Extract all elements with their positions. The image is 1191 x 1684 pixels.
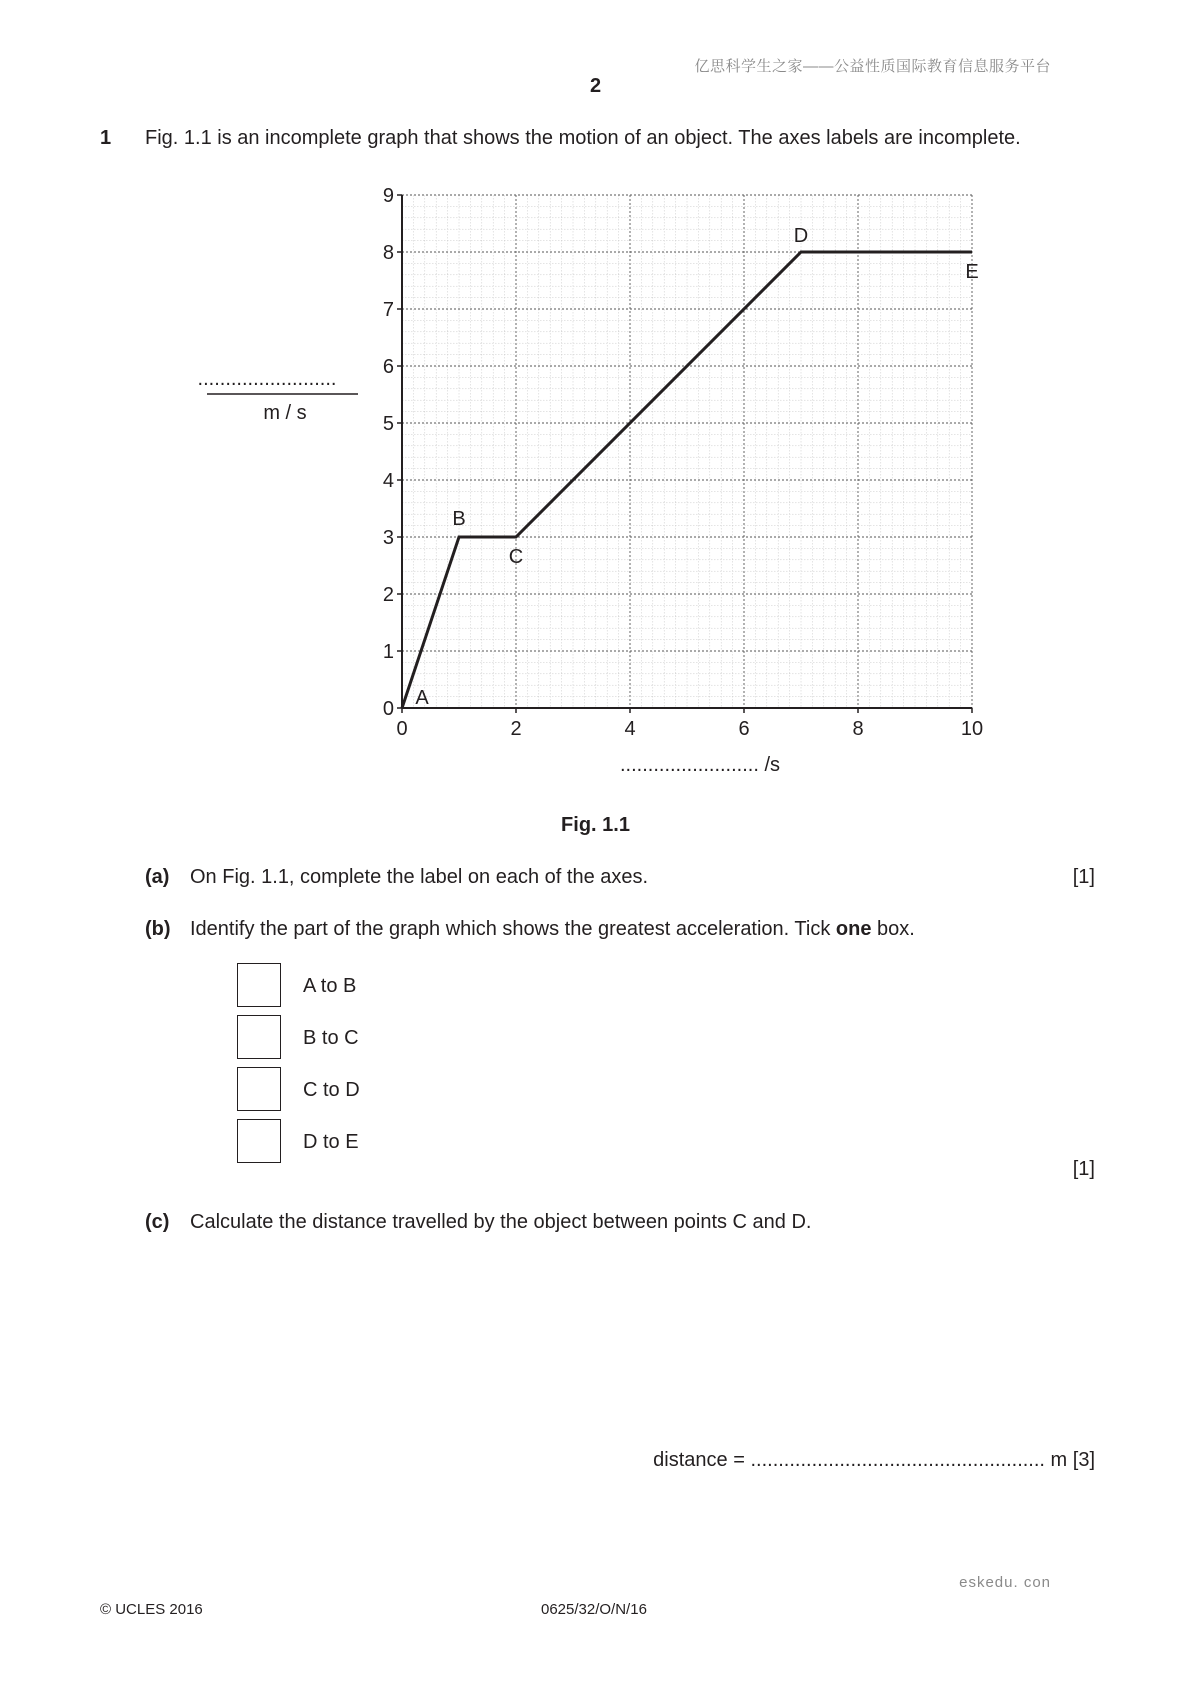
part-a-label: (a) bbox=[145, 866, 170, 888]
footer-copyright: © UCLES 2016 bbox=[100, 1601, 203, 1618]
part-b-marks: [1] bbox=[1072, 1158, 1095, 1180]
y-tick-label: 2 bbox=[382, 584, 394, 606]
tick-box-a-to-b[interactable] bbox=[237, 963, 281, 1007]
x-tick-label: 4 bbox=[624, 718, 636, 740]
part-a-marks: [1] bbox=[1072, 866, 1095, 888]
page-number: 2 bbox=[589, 75, 602, 97]
option-d-to-e: D to E bbox=[303, 1131, 359, 1153]
point-label-c: C bbox=[508, 546, 524, 568]
y-axis-label-unit: m / s bbox=[263, 402, 307, 424]
part-c-label: (c) bbox=[145, 1211, 170, 1233]
question-number: 1 bbox=[100, 127, 112, 149]
footer-watermark: eskedu. con bbox=[959, 1574, 1051, 1591]
answer-prefix: distance = bbox=[653, 1449, 745, 1471]
part-a-text: On Fig. 1.1, complete the label on each of the axes. bbox=[190, 866, 649, 888]
y-tick-label: 1 bbox=[382, 641, 394, 663]
option-c-to-d: C to D bbox=[303, 1079, 360, 1101]
part-b-label: (b) bbox=[145, 918, 171, 940]
y-tick-label: 0 bbox=[382, 698, 394, 720]
motion-graph bbox=[190, 175, 1010, 800]
y-tick-label: 9 bbox=[382, 185, 394, 207]
y-tick-label: 5 bbox=[382, 413, 394, 435]
part-b-text bbox=[190, 918, 915, 941]
point-label-d: D bbox=[793, 225, 809, 247]
x-tick-label: 10 bbox=[960, 718, 984, 740]
x-axis-label[interactable]: ......................... /s bbox=[619, 754, 781, 776]
tick-box-b-to-c[interactable] bbox=[237, 1015, 281, 1059]
graph-ticks bbox=[383, 185, 983, 740]
x-tick-label: 8 bbox=[852, 718, 864, 740]
part-b-text-before: Identify the part of the graph which shows the greatest acceleration. Tick bbox=[190, 918, 836, 940]
x-tick-label: 2 bbox=[510, 718, 522, 740]
tick-box-c-to-d[interactable] bbox=[237, 1067, 281, 1111]
point-label-b: B bbox=[452, 508, 466, 530]
figure-caption: Fig. 1.1 bbox=[561, 814, 630, 836]
answer-field[interactable]: ..................................................... bbox=[750, 1449, 1045, 1471]
point-label-a: A bbox=[415, 687, 429, 709]
answer-suffix: m [3] bbox=[1050, 1449, 1095, 1471]
part-c-text: Calculate the distance travelled by the object between points C and D. bbox=[190, 1211, 812, 1233]
header-watermark: 亿思科学生之家——公益性质国际教育信息服务平台 bbox=[694, 58, 1051, 75]
footer-paper-code: 0625/32/O/N/16 bbox=[541, 1601, 647, 1618]
y-tick-label: 6 bbox=[382, 356, 394, 378]
y-tick-label: 3 bbox=[382, 527, 394, 549]
distance-answer-line bbox=[653, 1449, 1095, 1472]
part-b-text-bold: one bbox=[835, 918, 872, 940]
x-tick-label: 6 bbox=[738, 718, 750, 740]
y-tick-label: 4 bbox=[382, 470, 394, 492]
x-tick-label: 0 bbox=[396, 718, 408, 740]
question-intro: Fig. 1.1 is an incomplete graph that shows the motion of an object. The axes labels are incomplete. bbox=[145, 127, 1021, 149]
part-b-text-after: box. bbox=[871, 918, 915, 940]
y-tick-label: 7 bbox=[382, 299, 394, 321]
graph-grid bbox=[402, 195, 972, 708]
point-label-e: E bbox=[965, 261, 979, 283]
y-tick-label: 8 bbox=[382, 242, 394, 264]
option-b-to-c: B to C bbox=[303, 1027, 359, 1049]
option-a-to-b: A to B bbox=[303, 975, 357, 997]
y-axis-label-dots[interactable]: ......................... bbox=[197, 368, 337, 390]
tick-box-d-to-e[interactable] bbox=[237, 1119, 281, 1163]
